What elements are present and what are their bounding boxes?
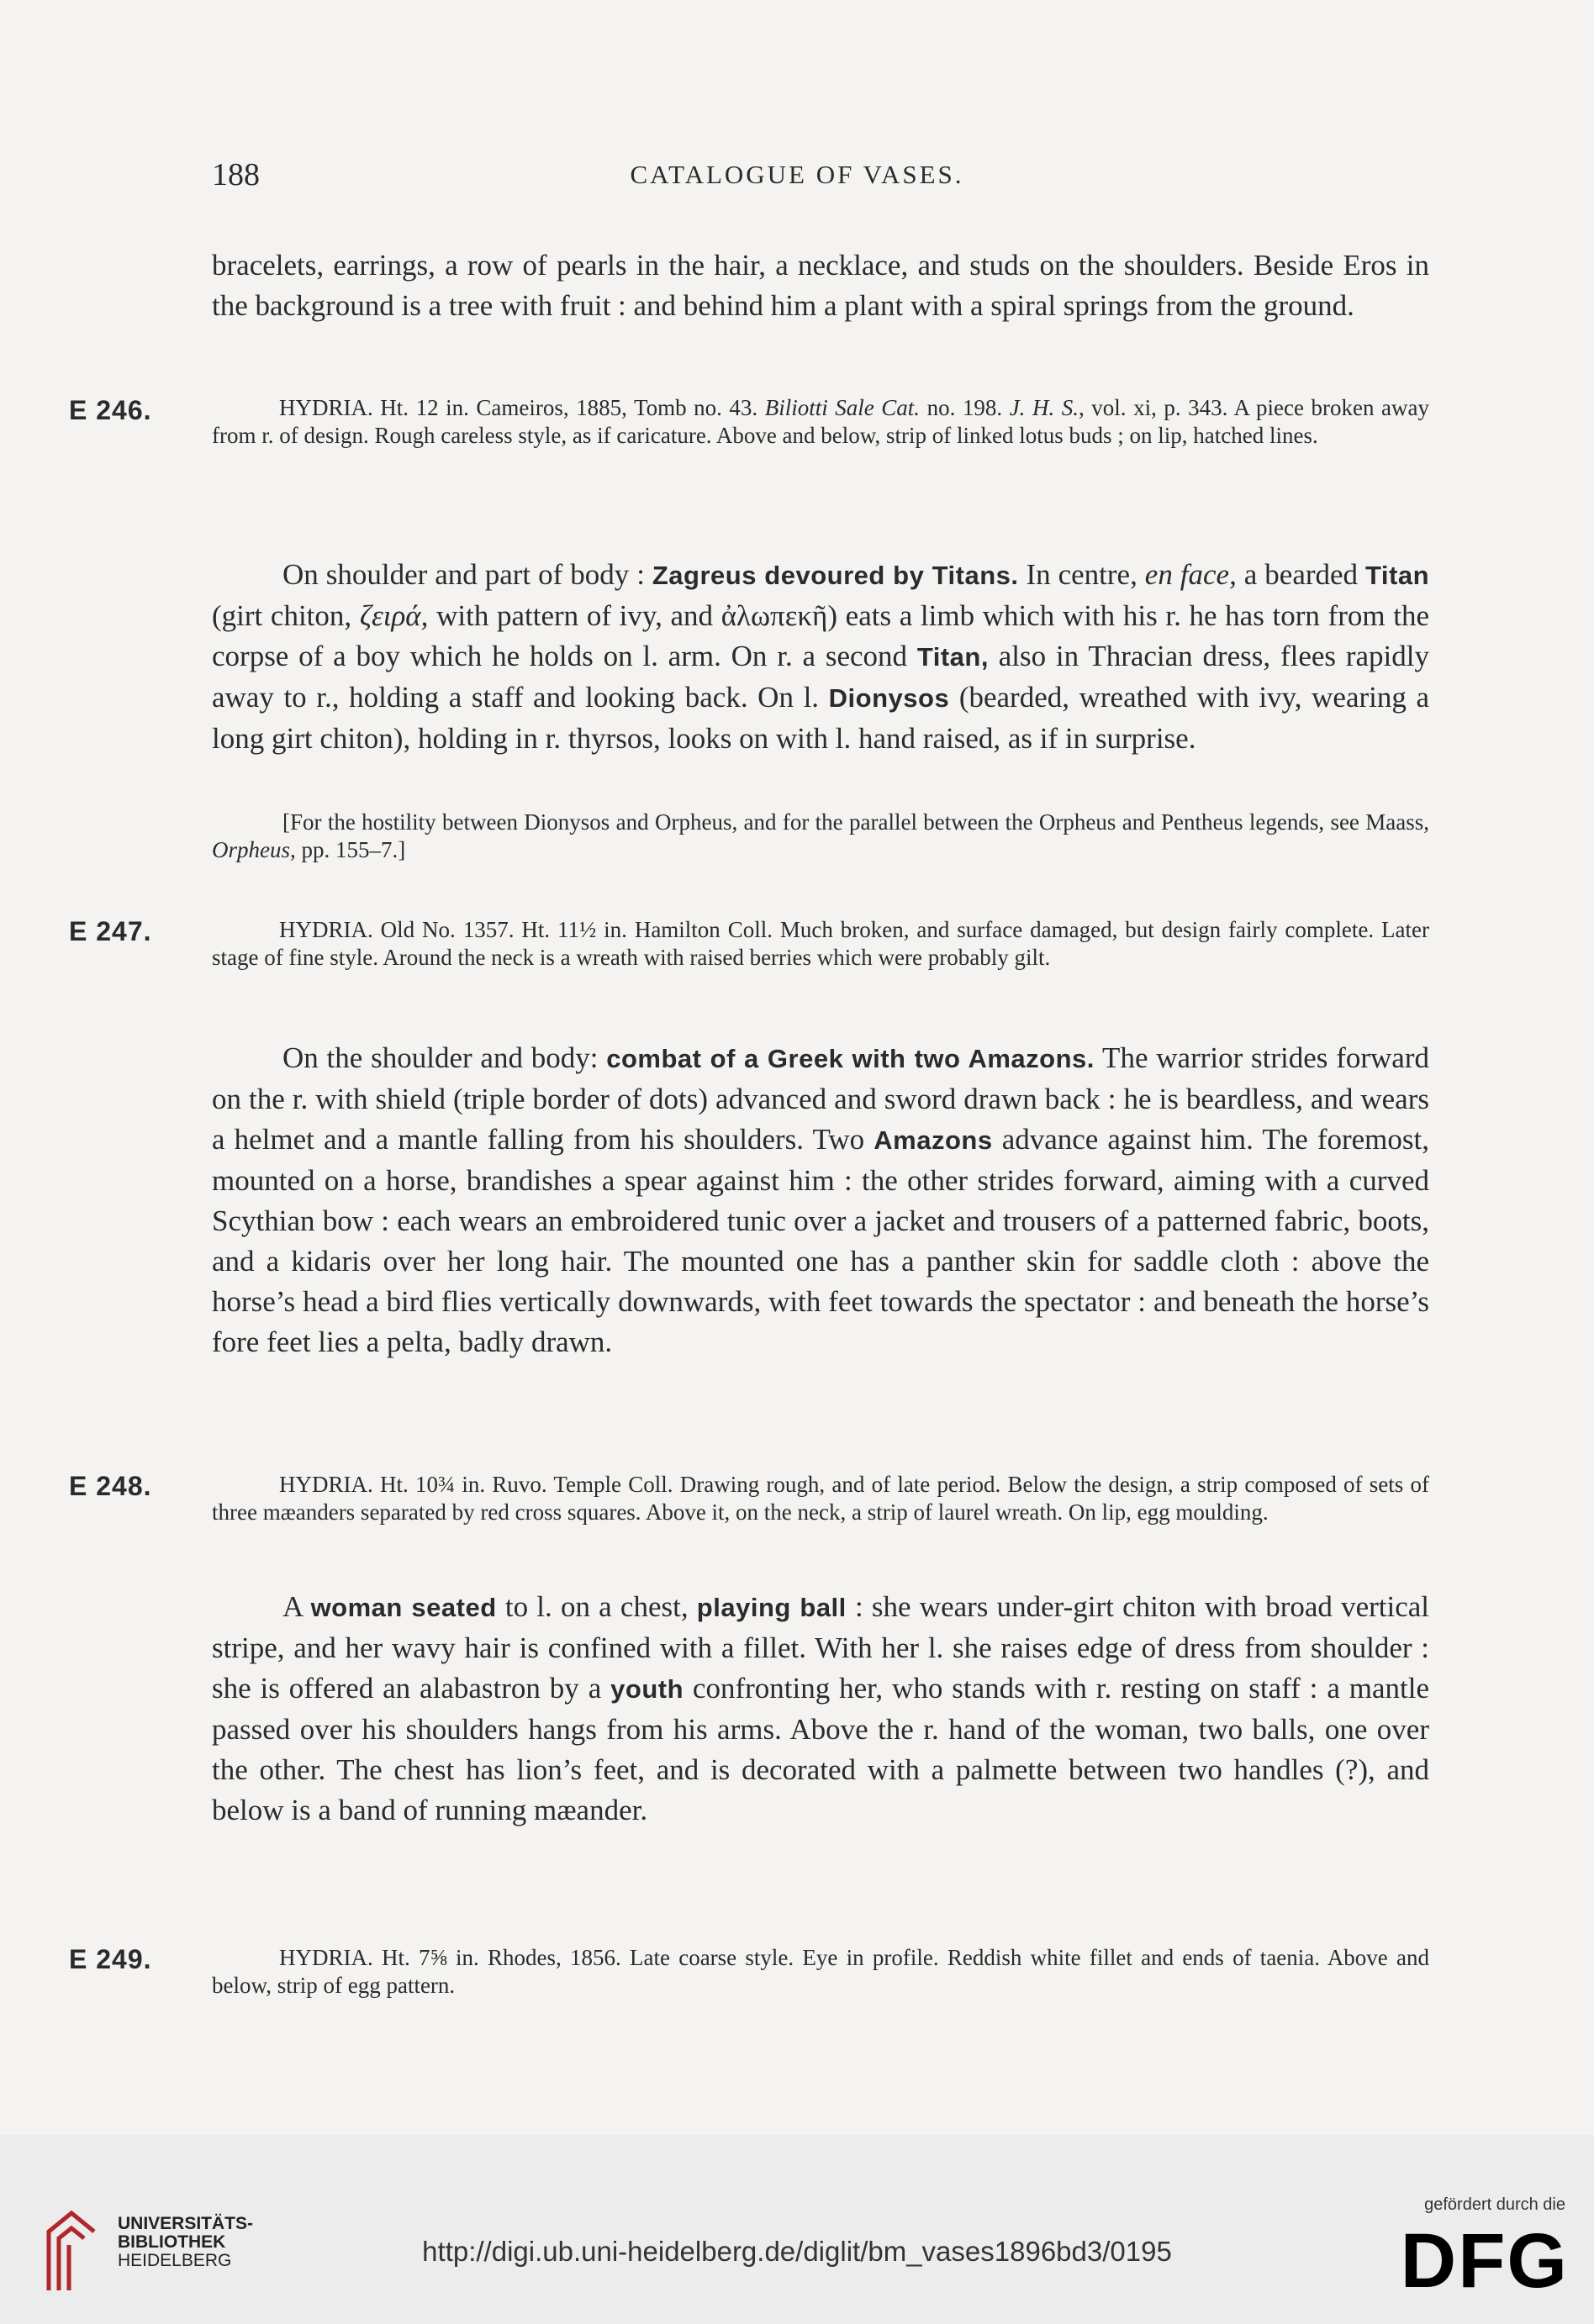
- entry-label-e248: E 248.: [69, 1471, 152, 1501]
- entry-e246-body: [212, 555, 1429, 759]
- e246-b1: Zagreus devoured by Titans.: [652, 561, 1019, 590]
- e247-p1: On the shoulder and body:: [282, 1041, 607, 1074]
- running-title: CATALOGUE OF VASES.: [630, 160, 964, 189]
- entry-e247-body: [212, 1038, 1429, 1362]
- e246-note-a: [For the hostility between Dionysos and Orpheus, and for the parallel between the Orpheus and Pentheus legends, see Maass,: [282, 809, 1429, 835]
- e246-p4: (girt chiton,: [212, 599, 360, 632]
- e249-desc: HYDRIA. Ht. 7⅝ in. Rhodes, 1856. Late coarse style. Eye in profile. Reddish white fillet and ends of taenia. Above and below, strip of egg pattern.: [212, 1945, 1429, 1998]
- intro-text: bracelets, earrings, a row of pearls in the hair, a necklace, and studs on the shoulders. Beside Eros in the background is a tree with fruit : and behind him a plant with a spiral springs from the ground.: [212, 249, 1429, 322]
- e246-p6: also in Thracian dress, flees rapidly away to r., holding a staff and looking back. On l.: [212, 640, 1429, 714]
- e248-b3: youth: [610, 1674, 684, 1704]
- e246-b4: Dionysos: [828, 683, 950, 713]
- intro-paragraph: [212, 245, 1429, 326]
- e246-b2: Titan: [1365, 561, 1430, 590]
- source-url-link[interactable]: http://digi.ub.uni-heidelberg.de/diglit/bm_vases1896bd3/0195: [422, 2236, 1172, 2267]
- entry-label-e249: E 249.: [69, 1944, 152, 1974]
- entry-e249-description: [212, 1944, 1429, 2000]
- e246-p1: On shoulder and part of body :: [282, 558, 652, 591]
- e246-desc-c: no. 198.: [920, 395, 1010, 420]
- e248-b2: playing ball: [696, 1593, 847, 1622]
- entry-e246-description: [212, 394, 1429, 450]
- entry-e248-body: [212, 1587, 1429, 1831]
- e246-p5: with pattern of ivy, and ἀλωπεκῆ) eats a limb which with his r. he has torn from the corpse of a boy which he holds on l. arm. On r. a second: [212, 599, 1429, 672]
- e247-desc: HYDRIA. Old No. 1357. Ht. 11½ in. Hamilton Coll. Much broken, and surface damaged, but design fairly complete. Later stage of fine style. Around the neck is a wreath with raised berries which were probably gilt.: [212, 917, 1429, 970]
- e246-p7: (bearded, wreathed with ivy, wearing a long girt chiton), holding in r. thyrsos, looks on with l. hand raised, as if in surprise.: [212, 681, 1430, 755]
- e246-b3: Titan,: [916, 642, 989, 672]
- entry-label-e247: E 247.: [69, 916, 152, 946]
- e248-b1: woman seated: [310, 1593, 497, 1622]
- e246-i1: en face,: [1144, 558, 1237, 591]
- e246-note-c: pp. 155–7.]: [295, 837, 406, 862]
- e246-note-b: Orpheus,: [212, 837, 296, 862]
- e248-p4: confronting her, who stands with r. resting on staff : a mantle passed over his shoulders hangs from his arms. Above the r. hand of the woman, two balls, one over the other. The chest has lion’s feet, and is decorated with a palmette between two handles (?), and below is a band of running mæander.: [212, 1672, 1429, 1826]
- entry-label-e246: E 246.: [69, 395, 152, 425]
- library-line-3: HEIDELBERG: [118, 2251, 232, 2270]
- e246-i2: ζειρά,: [359, 599, 429, 632]
- e246-desc-b: Biliotti Sale Cat.: [764, 395, 921, 420]
- e246-p3: a bearded: [1236, 558, 1366, 591]
- entry-e246-note: [212, 809, 1429, 864]
- dfg-logo: DFG: [1400, 2218, 1569, 2304]
- e246-desc-d: J. H. S.: [1009, 395, 1079, 420]
- e248-p3: : she wears under-girt chiton with broad vertical stripe, and her wavy hair is confined with a fillet. With her l. she raises edge of dress from shoulder : she is offered an alabastron by a: [212, 1590, 1430, 1705]
- library-line-1: UNIVERSITÄTS-: [118, 2214, 254, 2233]
- entry-e248-description: [212, 1471, 1429, 1526]
- e247-p2: The warrior strides forward on the r. with shield (triple border of dots) advanced and sword drawn back : he is beardless, and wears a helmet and a mantle falling from his shoulders. Two: [212, 1041, 1429, 1156]
- e247-b1: combat of a Greek with two Amazons.: [606, 1044, 1095, 1073]
- entry-e247-description: [212, 916, 1429, 972]
- page-number: 188: [212, 157, 260, 192]
- library-line-2: BIBLIOTHEK: [118, 2232, 226, 2252]
- e246-desc-a: HYDRIA. Ht. 12 in. Cameiros, 1885, Tomb no. 43.: [279, 395, 765, 420]
- funded-by-label: gefördert durch die: [1424, 2195, 1565, 2214]
- e247-p3: advance against him. The foremost, mounted on a horse, brandishes a spear against him : the other strides forward, aiming with a curved Scythian bow : each wears an embroidered tunic over a jacket and trousers of a patterned fabric, boots, and a kidaris over her long hair. The mounted one has a panther skin for saddle cloth : above the horse’s head a bird flies vertically downwards, with feet towards the spectator : and beneath the horse’s fore feet lies a pelta, badly drawn.: [212, 1123, 1429, 1358]
- e248-desc: HYDRIA. Ht. 10¾ in. Ruvo. Temple Coll. Drawing rough, and of late period. Below the design, a strip composed of sets of three mæanders separated by red cross squares. Above it, on the neck, a strip of laurel wreath. On lip, egg moulding.: [212, 1472, 1429, 1525]
- e246-p2: In centre,: [1018, 558, 1145, 591]
- e248-p2: to l. on a chest,: [496, 1590, 697, 1623]
- e246-desc-e: , vol. xi, p. 343. A piece broken away from r. of design. Rough careless style, as if caricature. Above and below, strip of linked lotus buds ; on lip, hatched lines.: [212, 395, 1430, 448]
- e247-b2: Amazons: [874, 1125, 993, 1155]
- e248-p1: A: [282, 1590, 311, 1623]
